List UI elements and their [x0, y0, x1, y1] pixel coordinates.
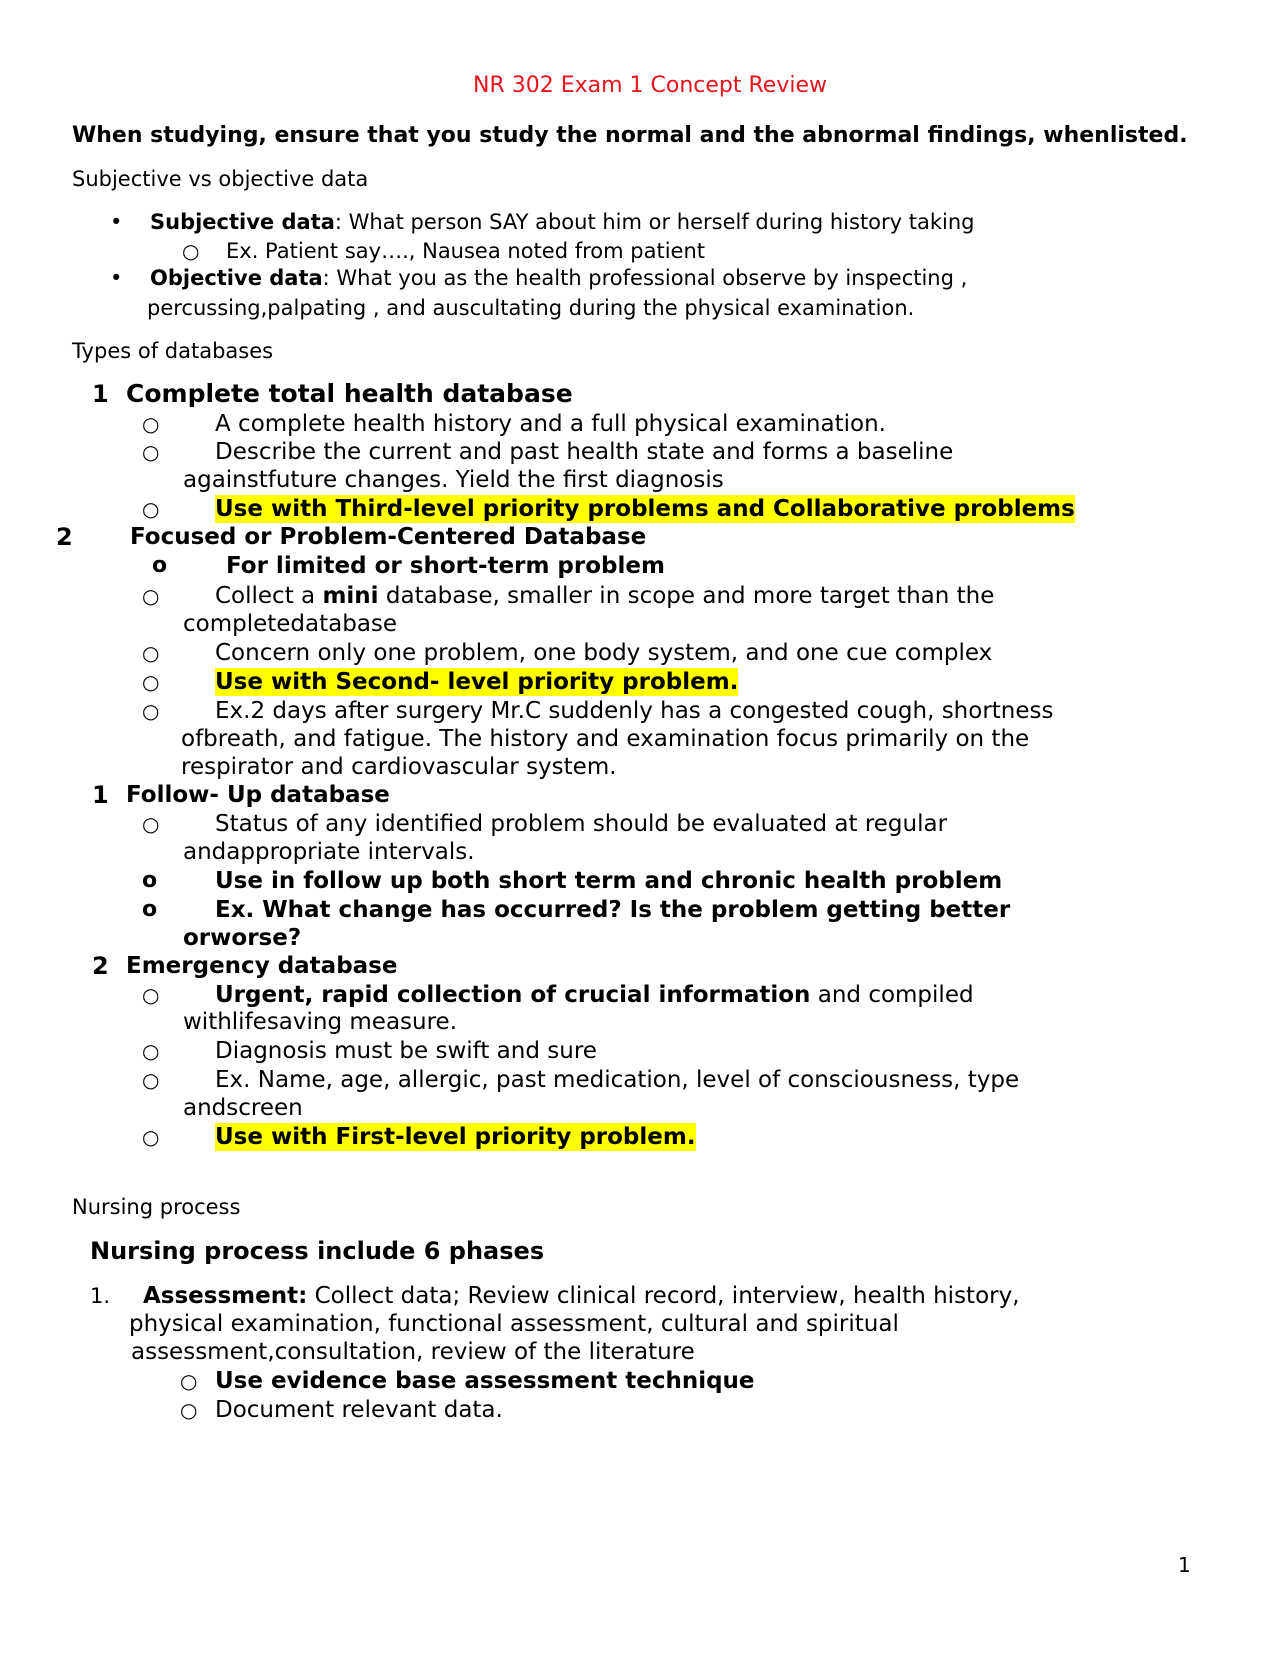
circle-bullet-icon: ○ — [142, 497, 160, 521]
db2-subtitle: For limited or short-term problem — [226, 553, 665, 579]
circle-bullet-icon: o — [142, 868, 158, 893]
circle-bullet-icon: o — [142, 897, 158, 922]
assessment-label: Assessment: — [143, 1283, 308, 1309]
assessment-text: Collect data; Review clinical record, interview, health history, — [307, 1283, 1020, 1309]
db1-item: A complete health history and a full physical examination. — [215, 411, 886, 437]
circle-bullet-icon: ○ — [180, 1369, 198, 1393]
circle-bullet-icon: ○ — [142, 1125, 160, 1149]
nursing-item-assessment — [143, 1282, 1020, 1310]
db3-number: 1 — [92, 781, 109, 809]
nursing-item-number: 1. — [90, 1284, 111, 1308]
subjective-example: Ex. Patient say…., Nausea noted from patient — [226, 239, 705, 263]
list-item-subjective — [110, 208, 975, 236]
section-heading-databases: Types of databases — [72, 339, 274, 363]
circle-bullet-icon: ○ — [142, 812, 160, 836]
intro-text: When studying, ensure that you study the normal and the abnormal findings, whenlisted. — [72, 123, 1188, 148]
db2-concern: Concern only one problem, one body system, and one cue complex — [215, 640, 993, 666]
section-heading-nursing-process: Nursing process — [72, 1195, 241, 1219]
circle-bullet-icon: ○ — [142, 1039, 160, 1063]
bullet-icon: • — [110, 210, 123, 234]
section-heading-subjective-objective: Subjective vs objective data — [72, 167, 369, 191]
db3-example: Ex. What change has occurred? Is the problem getting better — [215, 897, 1011, 923]
circle-bullet-icon: ○ — [142, 440, 160, 464]
db2-collect-continued: completedatabase — [183, 611, 398, 637]
db2-collect — [215, 582, 994, 610]
bullet-icon: • — [110, 266, 123, 290]
circle-bullet-icon: ○ — [142, 670, 160, 694]
circle-bullet-icon: ○ — [180, 1398, 198, 1422]
db1-number: 1 — [92, 380, 109, 408]
db3-status: Status of any identified problem should be evaluated at regular — [215, 811, 948, 837]
db3-example-continued: orworse? — [183, 925, 302, 951]
db4-urgent — [215, 981, 974, 1009]
db4-diagnosis: Diagnosis must be swift and sure — [215, 1038, 597, 1064]
circle-bullet-icon: ○ — [142, 1068, 160, 1092]
db2-collect-bold: mini — [322, 583, 379, 609]
circle-bullet-icon: ○ — [182, 239, 200, 263]
db2-number: 2 — [56, 523, 73, 551]
assessment-sub-evidence: Use evidence base assessment technique — [215, 1368, 755, 1394]
objective-text-continued: percussing,palpating , and auscultating during the physical examination. — [147, 296, 915, 320]
circle-bullet-icon: ○ — [142, 412, 160, 436]
db4-title: Emergency database — [126, 953, 398, 979]
db2-collect-post: database, smaller in scope and more target than the — [378, 583, 995, 609]
circle-bullet-icon: ○ — [142, 641, 160, 665]
db4-example: Ex. Name, age, allergic, past medication, level of consciousness, type — [215, 1067, 1020, 1093]
db4-number: 2 — [92, 952, 109, 980]
circle-bullet-icon: ○ — [142, 983, 160, 1007]
db1-title: Complete total health database — [126, 379, 573, 408]
db4-urgent-bold: Urgent, rapid collection of crucial information — [215, 982, 811, 1008]
db2-example-continued: respirator and cardiovascular system. — [181, 754, 617, 780]
db2-title: Focused or Problem-Centered Database — [130, 524, 647, 550]
page-title: NR 302 Exam 1 Concept Review — [472, 73, 827, 98]
db2-example: Ex.2 days after surgery Mr.C suddenly has a congested cough, shortness — [215, 698, 1054, 724]
db4-example-continued: andscreen — [183, 1095, 303, 1121]
page-number: 1 — [1178, 1553, 1191, 1577]
db2-highlight-second-level: Use with Second- level priority problem. — [215, 669, 739, 695]
db1-highlight-third-level: Use with Third-level priority problems and Collaborative problems — [215, 496, 1075, 522]
db3-use: Use in follow up both short term and chronic health problem — [215, 868, 1003, 894]
db3-title: Follow- Up database — [126, 782, 390, 808]
circle-bullet-icon: o — [152, 553, 168, 578]
db4-urgent-continued: withlifesaving measure. — [183, 1009, 458, 1035]
db1-item: Describe the current and past health state and forms a baseline — [215, 439, 954, 465]
assessment-text-continued: physical examination, functional assessment, cultural and spiritual — [129, 1311, 899, 1337]
circle-bullet-icon: ○ — [142, 584, 160, 608]
db4-urgent-post: and compiled — [810, 982, 974, 1008]
list-item-objective — [110, 264, 967, 292]
subjective-text: : What person SAY about him or herself during history taking — [334, 210, 975, 234]
db1-item-continued: againstfuture changes. Yield the first diagnosis — [183, 467, 724, 493]
assessment-text-continued: assessment,consultation, review of the literature — [131, 1339, 695, 1365]
db4-highlight-first-level: Use with First-level priority problem. — [215, 1124, 696, 1150]
objective-text: : What you as the health professional observe by inspecting , — [322, 266, 968, 290]
nursing-process-subheading: Nursing process include 6 phases — [90, 1237, 545, 1265]
circle-bullet-icon: ○ — [142, 699, 160, 723]
db3-status-continued: andappropriate intervals. — [183, 839, 475, 865]
db2-example-continued: ofbreath, and fatigue. The history and examination focus primarily on the — [181, 726, 1030, 752]
db2-collect-pre: Collect a — [215, 583, 323, 609]
objective-label: Objective data — [150, 266, 323, 290]
assessment-sub-document: Document relevant data. — [215, 1397, 503, 1423]
subjective-label: Subjective data — [150, 210, 335, 234]
